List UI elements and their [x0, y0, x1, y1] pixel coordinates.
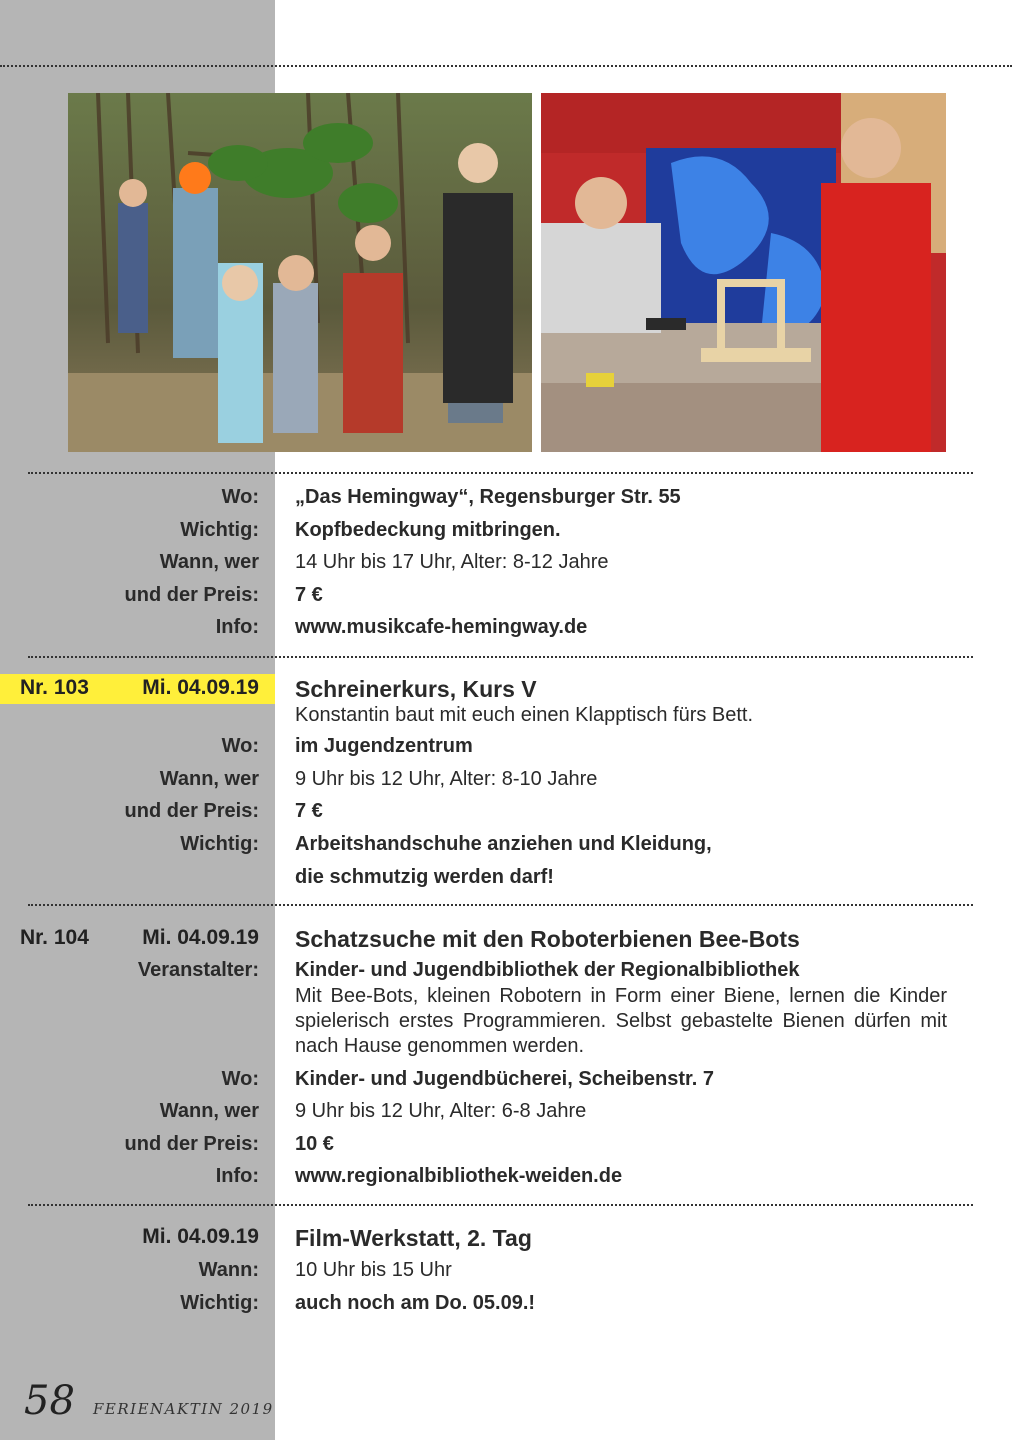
event-title-103: Schreinerkurs, Kurs V	[295, 676, 537, 702]
value-info-link[interactable]: www.musikcafe-hemingway.de	[295, 616, 588, 638]
photo-workshop	[541, 93, 946, 452]
value-wo: Kinder- und Jugendbücherei, Scheibenstr. 7	[295, 1068, 714, 1090]
event-description-104: Mit Bee-Bots, kleinen Robotern in Form einer Biene, lernen die Kinder spielerisch erstes Programmieren. Selbst gebastelte Bienen dürfen mit nach Hause genommen werden.	[295, 985, 947, 1057]
event-date-104: Mi. 04.09.19	[142, 926, 259, 949]
value-wann-wer: 9 Uhr bis 12 Uhr, Alter: 8-10 Jahre	[295, 768, 598, 790]
value-wichtig: auch noch am Do. 05.09.!	[295, 1292, 536, 1314]
label-wann-wer: Wann, wer	[159, 768, 259, 790]
value-wo: „Das Hemingway“, Regensburger Str. 55	[295, 486, 681, 508]
label-wann-wer: Wann, wer	[159, 1100, 259, 1122]
event-date-103: Mi. 04.09.19	[142, 676, 259, 699]
value-wo: im Jugendzentrum	[295, 735, 473, 757]
label-info: Info:	[215, 616, 259, 638]
event-number-104: Nr. 104	[20, 926, 89, 949]
value-veranstalter: Kinder- und Jugendbibliothek der Regionalbibliothek	[295, 959, 800, 981]
label-preis: und der Preis:	[124, 800, 259, 822]
label-wo: Wo:	[221, 1068, 259, 1090]
value-wann-wer: 14 Uhr bis 17 Uhr, Alter: 8-12 Jahre	[295, 551, 609, 573]
value-wann-wer: 9 Uhr bis 12 Uhr, Alter: 6-8 Jahre	[295, 1100, 587, 1122]
event-number-103: Nr. 103	[20, 676, 89, 699]
divider-before-104	[28, 904, 973, 906]
event-title-film: Film-Werkstatt, 2. Tag	[295, 1225, 532, 1251]
publication-name: FERIENAKTIN 2019	[93, 1400, 274, 1418]
label-wann-wer: Wann, wer	[159, 551, 259, 573]
divider-before-103	[28, 656, 973, 658]
event-date-film: Mi. 04.09.19	[142, 1225, 259, 1248]
divider-top	[0, 65, 1012, 67]
value-preis: 7 €	[295, 800, 323, 822]
value-preis: 10 €	[295, 1133, 334, 1155]
value-wichtig: Arbeitshandschuhe anziehen und Kleidung,	[295, 833, 712, 855]
label-info: Info:	[215, 1165, 259, 1187]
label-wo: Wo:	[221, 486, 259, 508]
label-wichtig: Wichtig:	[180, 519, 259, 541]
photo-forest-hut	[68, 93, 532, 452]
value-wichtig-continued: die schmutzig werden darf!	[295, 866, 554, 888]
value-info-link[interactable]: www.regionalbibliothek-weiden.de	[295, 1165, 623, 1187]
event-title-104: Schatzsuche mit den Roboterbienen Bee-Bots	[295, 926, 800, 952]
label-preis: und der Preis:	[124, 584, 259, 606]
event-subtitle-103: Konstantin baut mit euch einen Klapptisch fürs Bett.	[295, 704, 754, 726]
label-wichtig: Wichtig:	[180, 833, 259, 855]
divider-before-film	[28, 1204, 973, 1206]
page-number: 58	[24, 1378, 75, 1424]
label-wann: Wann:	[198, 1259, 259, 1281]
value-preis: 7 €	[295, 584, 323, 606]
label-wo: Wo:	[221, 735, 259, 757]
value-wichtig: Kopfbedeckung mitbringen.	[295, 519, 561, 541]
label-preis: und der Preis:	[124, 1133, 259, 1155]
divider-after-photos	[28, 472, 973, 474]
label-veranstalter: Veranstalter:	[137, 959, 259, 981]
label-wichtig: Wichtig:	[180, 1292, 259, 1314]
value-wann: 10 Uhr bis 15 Uhr	[295, 1259, 452, 1281]
